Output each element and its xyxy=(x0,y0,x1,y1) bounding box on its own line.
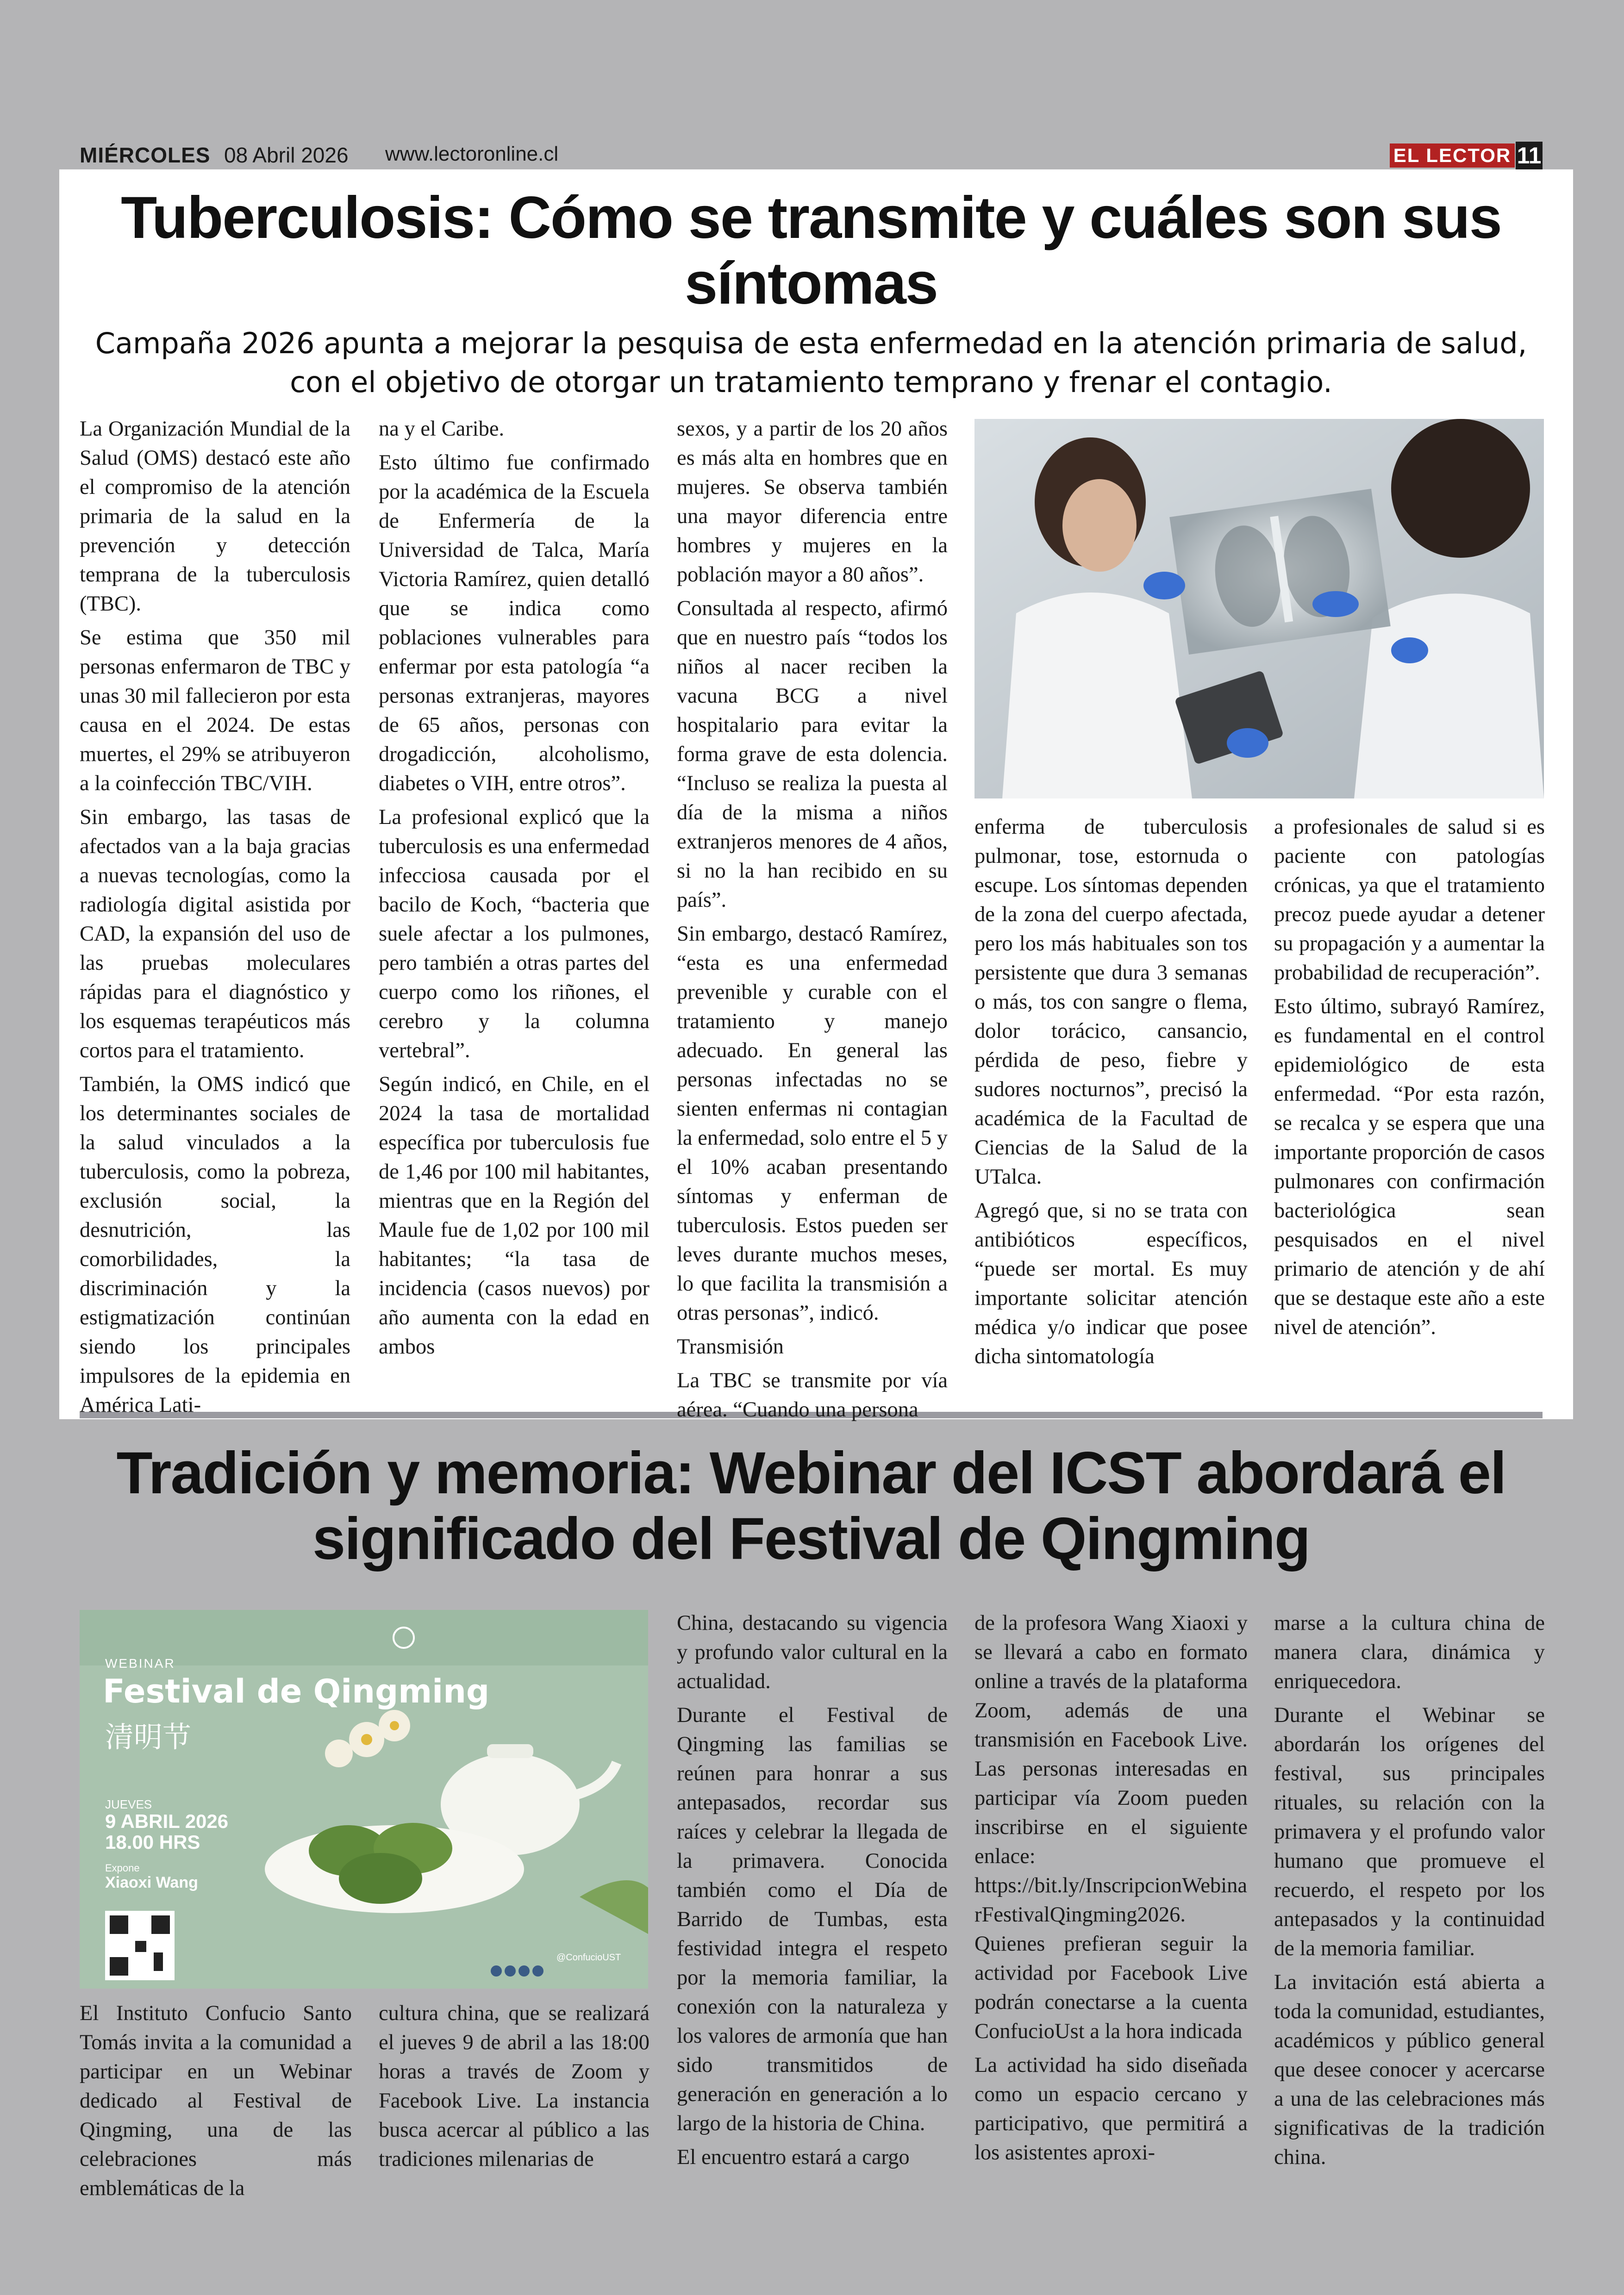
paragraph: La Organización Mundial de la Salud (OMS) destacó este año el compromiso de la atención primaria de la salud en la prevención y detección temprana de la tuberculosis (TBC). xyxy=(80,417,350,616)
paragraph: El encuentro estará a cargo xyxy=(677,2145,910,2169)
poster-date: 9 ABRIL 2026 xyxy=(105,1810,229,1832)
paragraph: China, destacando su vigencia y profundo valor cultural en la actualidad. xyxy=(677,1611,948,1693)
article2-column-5 xyxy=(1274,1609,1545,2177)
lab-photo xyxy=(974,419,1544,798)
paragraph: na y el Caribe. xyxy=(379,417,505,441)
paragraph: Agregó que, si no se trata con antibióticos específicos, “puede ser mortal. Es muy importante solicitar atención médica y/o indicar que posee dicha sintomatología xyxy=(974,1199,1248,1368)
paragraph: Se estima que 350 mil personas enfermaron de TBC y unas 30 mil fallecieron por esta causa en el 2024. De estas muertes, el 29% se atribuyeron a la coinfección TBC/VIH. xyxy=(80,626,350,795)
section-heading: Transmisión xyxy=(677,1335,784,1359)
poster-time: 18.00 HRS xyxy=(105,1831,200,1853)
paragraph: a profesionales de salud si es paciente con patologías crónicas, ya que el tratamiento precoz puede ayudar a detener su propagación y a aumentar la probabilidad de recuperación”. xyxy=(1274,815,1545,985)
article1-column-5 xyxy=(1274,812,1545,1347)
paragraph: Durante el Festival de Qingming las familias se reúnen para honrar a sus antepasados, recordar sus raíces y celebrar la llegada de la primavera. Conocida también como el Día de Barrido de Tumbas, esta festividad integra el respeto por la memoria familiar, la conexión con la naturaleza y los valores de armonía que han sido transmitidos de generación en generación a lo largo de la historia de China. xyxy=(677,1703,948,2135)
paragraph: cultura china, que se realizará el jueves 9 de abril a las 18:00 horas a través de Zoom y Facebook Live. La instancia busca acercar al público a las tradiciones milenarias de xyxy=(379,2002,650,2171)
poster-speaker-label: Expone xyxy=(105,1862,140,1874)
article1-subtitle: Campaña 2026 apunta a mejorar la pesquisa de esta enfermedad en la atención primaria de salud, con el objetivo de otorgar un tratamiento temprano y frenar el contagio. xyxy=(95,326,1527,399)
article2-column-1 xyxy=(80,1999,352,2208)
newspaper-logo: EL LECTOR xyxy=(1390,143,1515,168)
poster-day: JUEVES xyxy=(105,1797,152,1811)
paragraph: La profesional explicó que la tuberculosis es una enfermedad infecciosa causada por el bacilo de Koch, “bacteria que suele afectar a los pulmones, pero también a otras partes del cuerpo como los riñones, el cerebro y la columna vertebral”. xyxy=(379,805,650,1062)
lab-photo-illustration xyxy=(974,419,1544,798)
masthead-website[interactable]: www.lectoronline.cl xyxy=(385,143,559,165)
masthead-day: MIÉRCOLES xyxy=(80,143,211,167)
paragraph: Sin embargo, destacó Ramírez, “esta es una enfermedad prevenible y curable con el tratamiento y manejo adecuado. En general las personas infectadas no se sienten enfermas ni contagian la enfermedad, solo entre el 5 y el 10% acaban presentando síntomas y enferman de tuberculosis. Estos pueden ser leves durante muchos meses, lo que facilita la transmisión a otras personas”, indicó. xyxy=(677,922,948,1325)
page-number: 11 xyxy=(1516,142,1543,169)
poster-speaker: Xiaoxi Wang xyxy=(105,1874,198,1891)
paragraph: Esto último fue confirmado por la académica de la Escuela de Enfermería de la Universidad de Talca, María Victoria Ramírez, quien detalló que se indica como poblaciones vulnerables para enfermar por esta patología “a personas extranjeras, mayores de 65 años, personas con drogadicción, alcoholismo, diabetes o VIH, entre otros”. xyxy=(379,451,650,795)
article1-column-2 xyxy=(379,414,650,1366)
paragraph: Según indicó, en Chile, en el 2024 la tasa de mortalidad específica por tuberculosis fue de 1,46 por 100 mil habitantes, mientras que en la Región del Maule fue de 1,02 por 100 mil habitantes; “la tasa de incidencia (casos nuevos) por año aumenta con la edad en ambos xyxy=(379,1073,650,1359)
paragraph: También, la OMS indicó que los determinantes sociales de la salud vinculados a la tuberculosis, como la pobreza, exclusión social, la desnutrición, las comorbilidades, la discriminación y la estigmatización continúan siendo los principales impulsores de la epidemia en América Lati- xyxy=(80,1073,350,1417)
article1-column-4 xyxy=(974,812,1248,1376)
poster-title: Festival de Qingming xyxy=(103,1672,490,1710)
article2-column-3 xyxy=(677,1609,948,2177)
article2-column-4 xyxy=(974,1609,1248,2172)
poster-chinese-title: 清明节 xyxy=(105,1720,192,1754)
poster-label: WEBINAR xyxy=(105,1656,175,1671)
festival-poster xyxy=(80,1610,648,1989)
article1-column-1 xyxy=(80,414,350,1424)
poster-handle: @ConfucioUST xyxy=(556,1952,621,1963)
paragraph: La TBC se transmite por vía aérea. “Cuando una persona xyxy=(677,1369,948,1422)
paragraph: Consultada al respecto, afirmó que en nuestro país “todos los niños al nacer reciben la vacuna BCG a nivel hospitalario para evitar la forma grave de esta dolencia. “Incluso se realiza la puesta al día de la misma a niños extranjeros menores de 4 años, si no la han recibido en su país”. xyxy=(677,597,948,912)
article2-column-2 xyxy=(379,1999,650,2178)
paragraph: enferma de tuberculosis pulmonar, tose, estornuda o escupe. Los síntomas dependen de la zona del cuerpo afectada, pero los más habituales son tos persistente que dura 3 semanas o más, tos con sangre o flema, dolor torácico, cansancio, pérdida de peso, fiebre y sudores nocturnos”, precisó la académica de la Facultad de Ciencias de la Salud de la UTalca. xyxy=(974,815,1248,1189)
paragraph: La actividad ha sido diseñada como un espacio cercano y participativo, que permitirá a los asistentes aproxi- xyxy=(974,2053,1248,2164)
article1-column-3 xyxy=(677,414,948,1429)
paragraph: marse a la cultura china de manera clara, dinámica y enriquecedora. xyxy=(1274,1611,1545,1693)
masthead-date: 08 Abril 2026 xyxy=(224,143,349,167)
paragraph: Sin embargo, las tasas de afectados van a la baja gracias a nuevas tecnologías, como la radiología digital asistida por CAD, la expansión del uso de las pruebas moleculares rápidas para el diagnóstico y los esquemas terapéuticos más cortos para el tratamiento. xyxy=(80,805,350,1062)
paragraph: Durante el Webinar se abordarán los orígenes del festival, sus principales rituales, su relación con la primavera y el profundo valor humano que promueve el recuerdo, el respeto por los antepasados y la continuidad de la memoria familiar. xyxy=(1274,1703,1545,1960)
paragraph: de la profesora Wang Xiaoxi y se llevará a cabo en formato online a través de la plataforma Zoom, además de una transmisión en Facebook Live. Las personas interesadas en participar vía Zoom pueden inscribirse en el siguiente enlace: https://bit.ly/InscripcionWebinarFestivalQingming2026. Quienes prefieran seguir la actividad por Facebook Live podrán conectarse a la cuenta ConfucioUst a la hora indicada xyxy=(974,1611,1248,2043)
paragraph: La invitación está abierta a toda la comunidad, estudiantes, académicos y público general que desee conocer y acercarse a una de las celebraciones más significativas de la tradición china. xyxy=(1274,1971,1545,2169)
article2-title: Tradición y memoria: Webinar del ICST abordará el significado del Festival de Qingming xyxy=(116,1440,1506,1572)
article1-title: Tuberculosis: Cómo se transmite y cuáles son sus síntomas xyxy=(121,185,1501,317)
paragraph: Esto último, subrayó Ramírez, es fundamental en el control epidemiológico de esta enfermedad. “Por esta razón, se recalca y se espera que una importante proporción de casos pulmonares con confirmación bacteriológica sean pesquisados en el nivel primario de atención y de ahí que se destaque este año a este nivel de atención”. xyxy=(1274,995,1545,1339)
masthead xyxy=(80,139,1543,172)
paragraph: sexos, y a partir de los 20 años es más alta en hombres que en mujeres. Se observa también una mayor diferencia entre hombres y mujeres en la población mayor a 80 años”. xyxy=(677,417,948,586)
paragraph: El Instituto Confucio Santo Tomás invita a la comunidad a participar en un Webinar dedicado al Festival de Qingming, una de las celebraciones más emblemáticas de la xyxy=(80,2002,352,2200)
